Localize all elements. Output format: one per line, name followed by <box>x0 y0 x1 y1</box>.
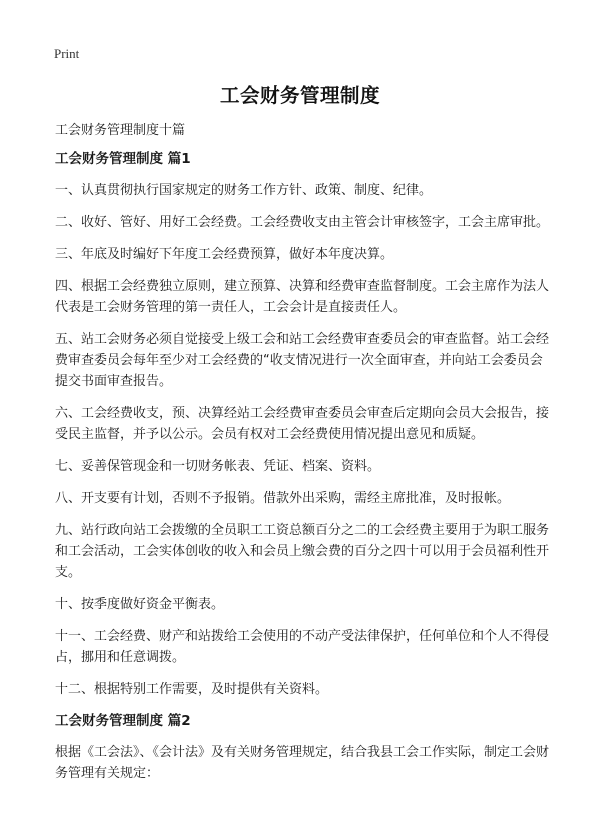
paragraph: 十一、工会经费、财产和站拨给工会使用的不动产受法律保护，任何单位和个人不得侵占，挪用和任意调拨。 <box>55 629 550 665</box>
paragraph: 一、认真贯彻执行国家规定的财务工作方针、政策、制度、纪律。 <box>55 183 433 198</box>
print-link[interactable]: Print <box>54 46 80 61</box>
document-subtitle: 工会财务管理制度十篇 <box>55 123 186 138</box>
paragraph: 三、年底及时编好下年度工会经费预算，做好本年度决算。 <box>55 247 394 262</box>
document-title: 工会财务管理制度 <box>219 84 380 107</box>
paragraph: 十二、根据特别工作需要，及时提供有关资料。 <box>55 682 329 697</box>
paragraph: 七、妥善保管现金和一切财务帐表、凭证、档案、资料。 <box>55 459 381 474</box>
section-heading-1: 工会财务管理制度 篇1 <box>55 151 191 167</box>
paragraph: 五、站工会财务必须自觉接受上级工会和站工会经费审查委员会的审查监督。站工会经费审查委员会每年至少对工会经费的“收支情况进行一次全面审查，并向站工会委员会提交书面审查报告。 <box>55 332 550 389</box>
paragraph: 四、根据工会经费独立原则，建立预算、决算和经费审查监督制度。工会主席作为法人代表是工会财务管理的第一责任人，工会会计是直接责任人。 <box>55 279 550 315</box>
paragraph: 二、收好、管好、用好工会经费。工会经费收支由主管会计审核签字，工会主席审批。 <box>55 215 550 230</box>
document-body <box>55 120 553 795</box>
paragraph: 八、开支要有计划，否则不予报销。借款外出采购，需经主席批准，及时报帐。 <box>55 491 511 506</box>
paragraph: 十、按季度做好资金平衡表。 <box>55 597 225 612</box>
paragraph: 六、工会经费收支，预、决算经站工会经费审查委员会审查后定期向会员大会报告，接受民主监督，并予以公示。会员有权对工会经费使用情况提出意见和质疑。 <box>55 406 550 442</box>
paragraph: 九、站行政向站工会拨缴的全员职工工资总额百分之二的工会经费主要用于为职工服务和工会活动，工会实体创收的收入和会员上缴会费的百分之四十可以用于会员福利性开支。 <box>55 523 550 580</box>
section-heading-2: 工会财务管理制度 篇2 <box>55 713 191 729</box>
paragraph: 根据《工会法》、《会计法》及有关财务管理规定，结合我县工会工作实际，制定工会财务管理有关规定： <box>55 745 550 781</box>
